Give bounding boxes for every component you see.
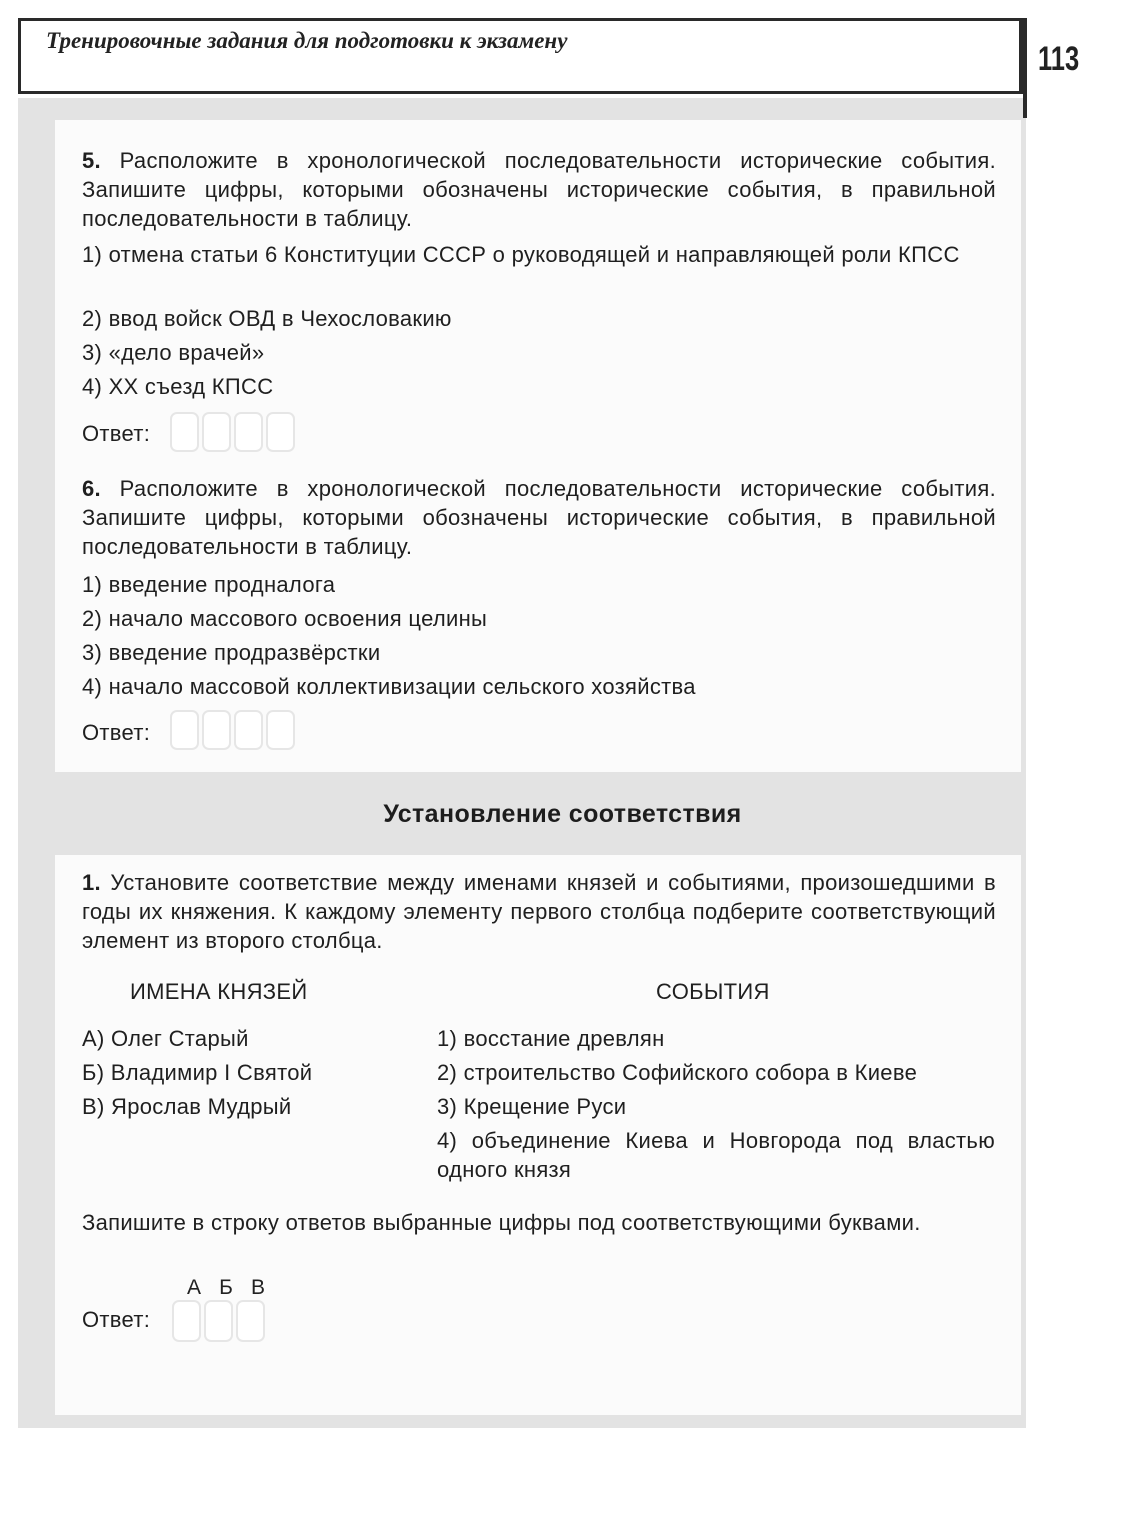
page-title: Тренировочные задания для подготовки к экзамену [46, 28, 568, 53]
list-item: 1) отмена статьи 6 Конституции СССР о руководящей и направляющей роли КПСС [82, 242, 960, 267]
answer-letter: А [186, 1276, 201, 1299]
answer-cell[interactable] [236, 1300, 265, 1342]
prince-item: В) Ярослав Мудрый [82, 1094, 292, 1119]
answer-cell[interactable] [234, 412, 263, 452]
list-item: 2) ввод войск ОВД в Чехословакию [82, 306, 452, 331]
list-item: 3) «дело врачей» [82, 340, 265, 365]
instruction-text: Запишите в строку ответов выбранные цифры под соответствующими буквами. [82, 1210, 921, 1235]
answer-cell[interactable] [172, 1300, 201, 1342]
answer-label: Ответ: [82, 720, 151, 745]
answer-letter: В [250, 1276, 265, 1299]
event-item: 2) строительство Софийского собора в Киеве [437, 1060, 918, 1085]
matching-question-text [82, 868, 996, 955]
event-item: 1) восстание древлян [437, 1026, 665, 1051]
column-header-princes: ИМЕНА КНЯЗЕЙ [130, 979, 308, 1004]
section-title: Установление соответствия [383, 800, 742, 828]
event-item: 3) Крещение Руси [437, 1094, 627, 1119]
page-number: 113 [1038, 40, 1080, 78]
answer-cell[interactable] [170, 710, 199, 750]
prince-item: А) Олег Старый [82, 1026, 249, 1051]
answer-letter: Б [219, 1276, 233, 1299]
answer-cell[interactable] [266, 412, 295, 452]
list-item: 3) введение продразвёрстки [82, 640, 381, 665]
answer-cell[interactable] [266, 710, 295, 750]
question-number: 5. [82, 148, 101, 173]
list-item: 4) начало массовой коллективизации сельского хозяйства [82, 674, 696, 699]
question-number: 1. [82, 870, 101, 895]
answer-cell[interactable] [170, 412, 199, 452]
prince-item: Б) Владимир I Святой [82, 1060, 313, 1085]
question-body: Установите соответствие между именами князей и событиями, произошедшими в годы их княжения. К каждому элементу первого столбца подберите соответствующий элемент из второго столбца. [82, 870, 996, 953]
list-item: 4) XX съезд КПСС [82, 374, 274, 399]
header-rule [1023, 18, 1027, 118]
event-item: 4) объединение Киева и Новгорода под властью одного князя [437, 1128, 995, 1182]
list-item: 2) начало массового освоения целины [82, 606, 488, 631]
answer-label: Ответ: [82, 1307, 151, 1332]
answer-boxes-q5 [170, 412, 295, 452]
answer-cell[interactable] [204, 1300, 233, 1342]
question-5-text [82, 146, 996, 233]
question-number: 6. [82, 476, 101, 501]
answer-cell[interactable] [202, 710, 231, 750]
column-header-events: СОБЫТИЯ [656, 979, 770, 1004]
answer-cell[interactable] [202, 412, 231, 452]
question-body: Расположите в хронологической последовательности исторические события. Запишите цифры, которыми обозначены исторические события, в правильной последовательности в таблицу. [82, 148, 996, 231]
list-item: 1) введение продналога [82, 572, 336, 597]
answer-boxes-m1 [172, 1300, 265, 1342]
answer-boxes-q6 [170, 710, 295, 750]
question-body: Расположите в хронологической последовательности исторические события. Запишите цифры, которыми обозначены исторические события, в правильной последовательности в таблицу. [82, 476, 996, 559]
answer-column-letters [178, 1276, 274, 1300]
answer-cell[interactable] [234, 710, 263, 750]
question-6-text [82, 474, 996, 561]
answer-label: Ответ: [82, 421, 151, 446]
